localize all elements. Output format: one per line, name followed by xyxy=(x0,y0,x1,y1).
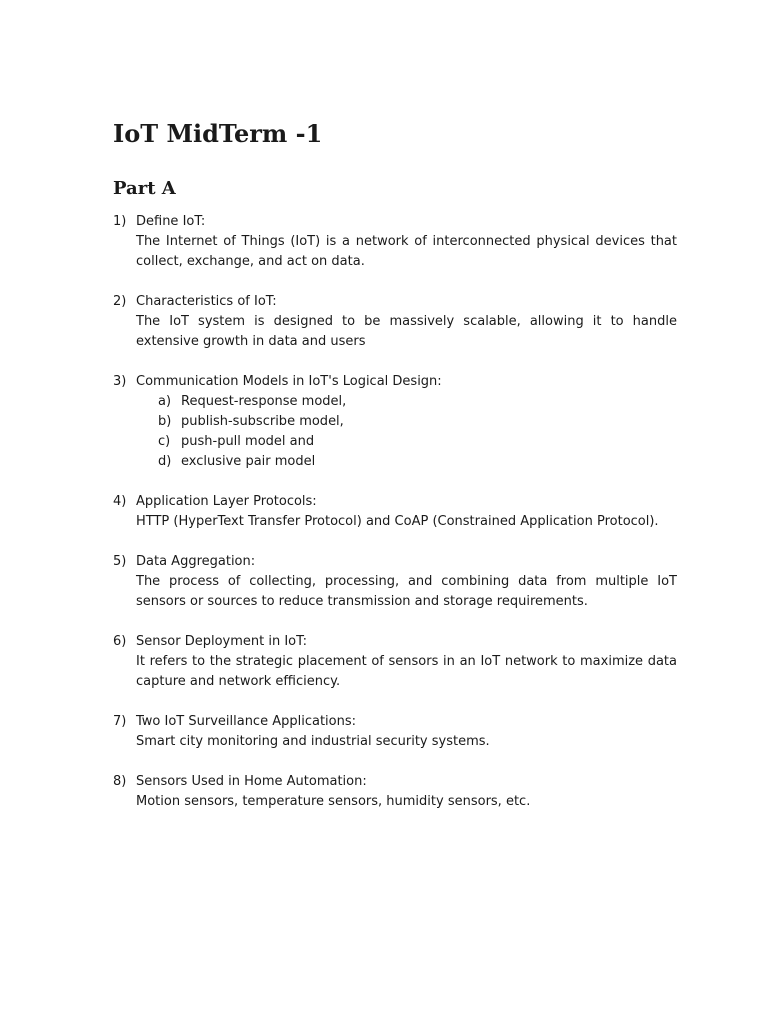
question-item xyxy=(113,292,677,352)
question-number: 3) xyxy=(113,374,127,389)
question-number: 4) xyxy=(113,494,127,509)
question-item xyxy=(113,552,677,612)
sub-item-text: Request-response model, xyxy=(181,394,347,409)
question-item xyxy=(113,772,677,812)
sub-item-text: exclusive pair model xyxy=(181,454,316,469)
answer-text: Smart city monitoring and industrial security systems. xyxy=(136,734,490,749)
sub-list xyxy=(136,392,677,472)
answer-text: The process of collecting, processing, and combining data from multiple IoT sensors or sources to reduce transmission and storage requirements. xyxy=(136,574,677,609)
question-item xyxy=(113,212,677,272)
question-text: Define IoT: xyxy=(136,214,206,229)
section-heading: Part A xyxy=(113,178,176,199)
answer-text: HTTP (HyperText Transfer Protocol) and CoAP (Constrained Application Protocol). xyxy=(136,514,659,529)
answer-text: It refers to the strategic placement of sensors in an IoT network to maximize data capture and network efficiency. xyxy=(136,654,677,689)
sub-item-letter: d) xyxy=(158,454,172,469)
answer-text: The Internet of Things (IoT) is a network of interconnected physical devices that collect, exchange, and act on data. xyxy=(136,234,677,269)
question-item xyxy=(113,372,677,472)
question-list xyxy=(113,212,677,832)
sub-list-item xyxy=(136,452,677,472)
question-item xyxy=(113,632,677,692)
question-text: Communication Models in IoT's Logical Design: xyxy=(136,374,442,389)
sub-list-item xyxy=(136,392,677,412)
question-number: 5) xyxy=(113,554,127,569)
question-number: 6) xyxy=(113,634,127,649)
question-number: 1) xyxy=(113,214,127,229)
sub-item-letter: a) xyxy=(158,394,172,409)
question-item xyxy=(113,712,677,752)
question-text: Characteristics of IoT: xyxy=(136,294,277,309)
question-text: Application Layer Protocols: xyxy=(136,494,317,509)
question-text: Sensors Used in Home Automation: xyxy=(136,774,367,789)
answer-text: The IoT system is designed to be massively scalable, allowing it to handle extensive growth in data and users xyxy=(136,314,677,349)
question-item xyxy=(113,492,677,532)
sub-list-item xyxy=(136,412,677,432)
answer-text: Motion sensors, temperature sensors, humidity sensors, etc. xyxy=(136,794,531,809)
sub-item-text: publish-subscribe model, xyxy=(181,414,344,429)
sub-list-item xyxy=(136,432,677,452)
question-number: 7) xyxy=(113,714,127,729)
sub-item-text: push-pull model and xyxy=(181,434,315,449)
question-text: Sensor Deployment in IoT: xyxy=(136,634,308,649)
question-text: Two IoT Surveillance Applications: xyxy=(136,714,357,729)
document-title: IoT MidTerm -1 xyxy=(113,119,323,148)
question-number: 8) xyxy=(113,774,127,789)
sub-item-letter: c) xyxy=(158,434,171,449)
sub-item-letter: b) xyxy=(158,414,172,429)
question-text: Data Aggregation: xyxy=(136,554,256,569)
question-number: 2) xyxy=(113,294,127,309)
